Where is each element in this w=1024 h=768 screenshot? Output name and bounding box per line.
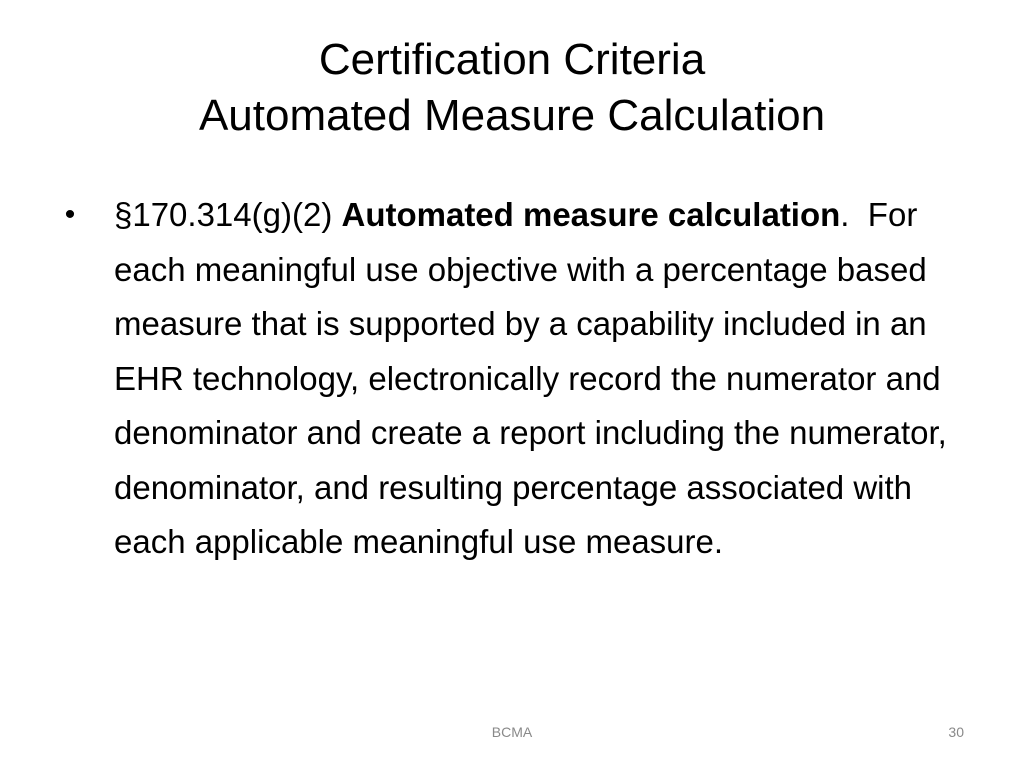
bullet-text: For each meaningful use objective with a percentage based measure that is supported by a capability included in an EHR technology, electronically record the numerator and denominator and create a report including the numerator, denominator, and resulting percentage associated with each applicable meaningful use measure. — [114, 196, 957, 560]
period-after-bold: . — [840, 196, 850, 233]
footer-label: BCMA — [491, 724, 533, 740]
slide-body — [60, 188, 980, 570]
page-number: 30 — [948, 724, 964, 740]
bullet-icon: • — [64, 198, 76, 231]
bold-term: Automated measure calculation — [341, 196, 841, 233]
slide-title — [40, 32, 984, 144]
title-line-1: Certification Criteria — [318, 35, 706, 84]
title-line-2: Automated Measure Calculation — [198, 91, 826, 140]
bullet-item — [60, 188, 980, 570]
regulation-citation: §170.314(g)(2) — [114, 196, 342, 233]
